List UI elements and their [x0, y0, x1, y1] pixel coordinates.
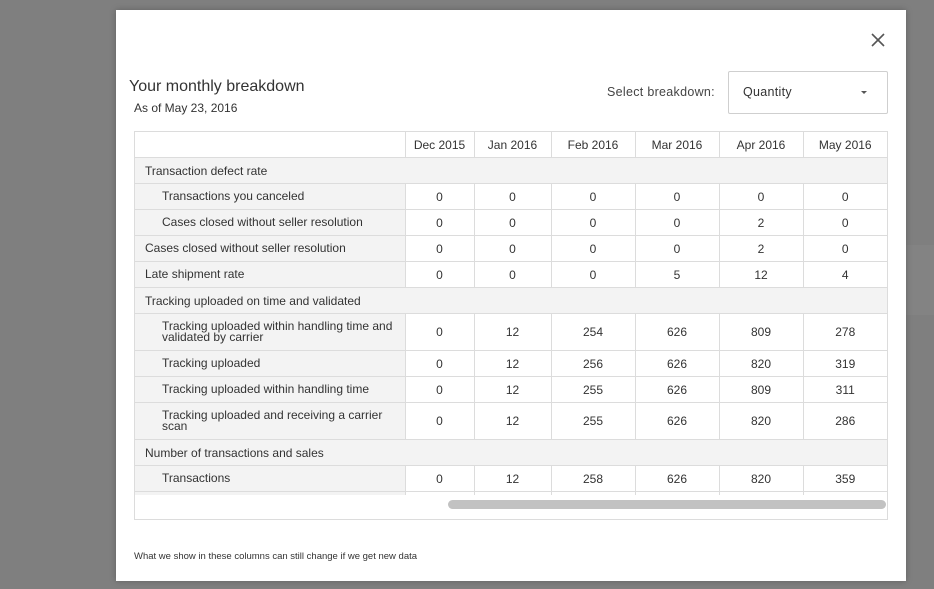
row-label-text: Tracking uploaded within handling time: [162, 382, 370, 396]
row-label: [135, 262, 405, 288]
table-row: [135, 466, 887, 492]
table-cell: 820: [719, 403, 803, 440]
table-cell: 359: [803, 466, 887, 492]
table-cell: 258: [551, 466, 635, 492]
row-label-text: Cases closed without seller resolution: [162, 215, 363, 229]
row-label: [135, 466, 405, 492]
table-cell: 0: [405, 351, 474, 377]
table-header-row: [135, 132, 887, 158]
row-label-text: Transactions you canceled: [162, 189, 305, 203]
table-cell: 626: [635, 351, 719, 377]
horizontal-scrollbar[interactable]: [135, 495, 887, 519]
table-cell: 12: [474, 403, 551, 440]
breakdown-table-container: [134, 131, 888, 520]
table-cell: 0: [635, 184, 719, 210]
table-cell: 820: [719, 351, 803, 377]
table-cell: 0: [635, 210, 719, 236]
table-cell: 0: [551, 262, 635, 288]
breakdown-select-label: Select breakdown:: [607, 85, 715, 99]
column-header: Feb 2016: [551, 132, 635, 158]
table-cell: 254: [551, 314, 635, 351]
table-cell: 626: [635, 377, 719, 403]
close-icon: [868, 30, 888, 50]
table-cell: 809: [719, 314, 803, 351]
table-cell: 0: [803, 236, 887, 262]
table-cell: 12: [474, 314, 551, 351]
footnote: What we show in these columns can still change if we get new data: [134, 551, 418, 562]
section-label: Transaction defect rate: [135, 158, 887, 184]
table-cell: 0: [474, 184, 551, 210]
row-label: [135, 403, 405, 440]
table-cell: 809: [719, 377, 803, 403]
table-cell: 2: [719, 210, 803, 236]
row-label: [135, 351, 405, 377]
table-row: [135, 314, 887, 351]
table-cell: 0: [474, 210, 551, 236]
table-row: [135, 210, 887, 236]
table-cell: 256: [551, 351, 635, 377]
row-label: [135, 236, 405, 262]
section-label: Number of transactions and sales: [135, 440, 887, 466]
column-header: Apr 2016: [719, 132, 803, 158]
table-cell: 0: [405, 184, 474, 210]
row-label-text: Late shipment rate: [145, 267, 245, 281]
table-cell: 0: [635, 236, 719, 262]
column-header: Jan 2016: [474, 132, 551, 158]
row-label-text: Tracking uploaded: [162, 356, 261, 370]
table-cell: 0: [405, 210, 474, 236]
table-cell: 0: [803, 184, 887, 210]
table-cell: 0: [405, 403, 474, 440]
column-header: May 2016: [803, 132, 887, 158]
row-label-text: Transactions: [162, 471, 231, 485]
table-cell: 820: [719, 466, 803, 492]
table-cell: 4: [803, 262, 887, 288]
row-label: [135, 314, 405, 351]
table-cell: 286: [803, 403, 887, 440]
table-cell: 255: [551, 377, 635, 403]
as-of-date: As of May 23, 2016: [134, 101, 238, 115]
table-cell: 5: [635, 262, 719, 288]
table-cell: 0: [551, 236, 635, 262]
table-cell: 0: [405, 466, 474, 492]
table-row: [135, 403, 887, 440]
table-row: [135, 351, 887, 377]
table-cell: 12: [719, 262, 803, 288]
table-row: [135, 262, 887, 288]
column-header: Dec 2015: [405, 132, 474, 158]
table-row: [135, 236, 887, 262]
table-row: [135, 184, 887, 210]
row-label: [135, 184, 405, 210]
table-cell: 0: [803, 210, 887, 236]
table-row: [135, 377, 887, 403]
row-label: [135, 377, 405, 403]
section-label: Tracking uploaded on time and validated: [135, 288, 887, 314]
table-cell: 0: [474, 262, 551, 288]
row-label-text: Tracking uploaded within handling time and validated by carrier: [162, 319, 393, 344]
table-cell: 311: [803, 377, 887, 403]
table-cell: 0: [474, 236, 551, 262]
background-overlay: [906, 245, 934, 315]
table-cell: 626: [635, 466, 719, 492]
breakdown-table: [135, 132, 887, 518]
table-cell: 0: [551, 210, 635, 236]
table-cell: 0: [405, 236, 474, 262]
close-button[interactable]: [868, 30, 888, 50]
table-section-row: [135, 288, 887, 314]
row-label-text: Tracking uploaded and receiving a carrier scan: [162, 408, 383, 433]
table-cell: 12: [474, 466, 551, 492]
table-cell: 0: [719, 184, 803, 210]
table-section-row: [135, 158, 887, 184]
table-cell: 0: [405, 314, 474, 351]
row-label-text: Cases closed without seller resolution: [145, 241, 346, 255]
breakdown-select[interactable]: [728, 71, 888, 114]
table-cell: 626: [635, 403, 719, 440]
table-cell: 0: [405, 262, 474, 288]
table-cell: 0: [551, 184, 635, 210]
table-cell: 255: [551, 403, 635, 440]
table-section-row: [135, 440, 887, 466]
table-cell: 12: [474, 377, 551, 403]
table-cell: 319: [803, 351, 887, 377]
monthly-breakdown-dialog: [116, 10, 906, 581]
table-cell: 278: [803, 314, 887, 351]
row-label: [135, 210, 405, 236]
table-cell: 626: [635, 314, 719, 351]
breakdown-select-value: Quantity: [743, 85, 792, 99]
dialog-title: Your monthly breakdown: [129, 78, 305, 95]
column-header: Mar 2016: [635, 132, 719, 158]
table-cell: 2: [719, 236, 803, 262]
table-cell: 0: [405, 377, 474, 403]
scrollbar-thumb[interactable]: [448, 500, 886, 509]
table-cell: 12: [474, 351, 551, 377]
column-header-label: [135, 132, 405, 158]
chevron-down-icon: [861, 91, 867, 94]
